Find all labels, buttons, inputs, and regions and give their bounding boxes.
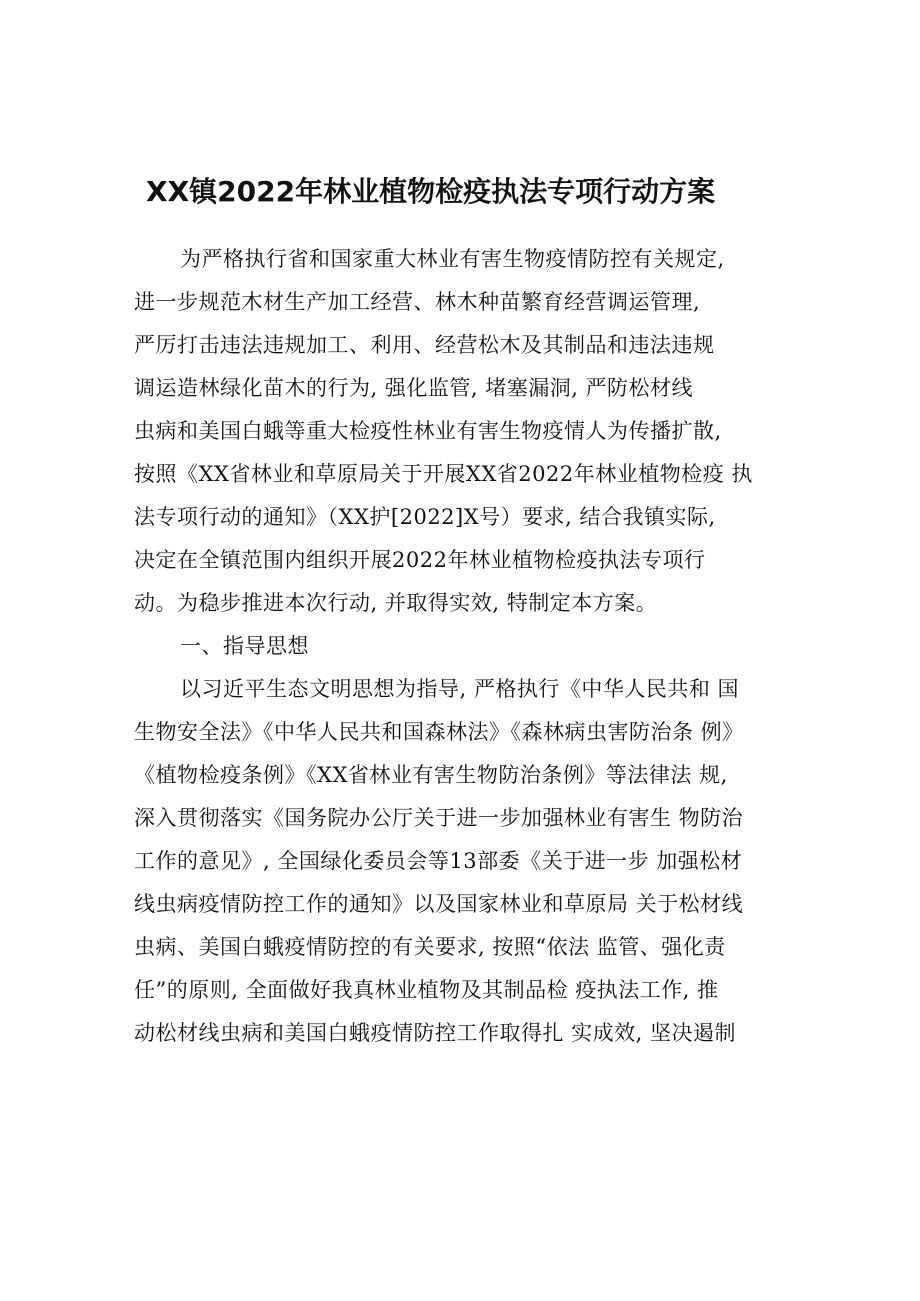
paragraph-line: 生物安全法》《中华人民共和国森林法》《森林病虫害防治条 例》 [134,720,744,744]
paragraph-line: 深入贯彻落实《国务院办公厅关于进一步加强林业有害生 物防治 [134,806,744,830]
paragraph-line: 法专项行动的通知》（XX护[2022]X号）要求, 结合我镇实际, [134,505,716,529]
paragraph-line: 线虫病疫情防控工作的通知》以及国家林业和草原局 关于松材线 [134,892,744,916]
paragraph-line: 进一步规范木材生产加工经营、林木种苗繁育经营调运管理, [134,290,701,314]
paragraph-line: 任”的原则, 全面做好我真林业植物及其制品检 疫执法工作, 推 [134,978,719,1002]
document-title: XX镇2022年林业植物检疫执法专项行动方案 [146,175,716,208]
paragraph-line: 为严格执行省和国家重大林业有害生物疫情防控有关规定, [180,247,725,271]
section-heading: 一、指导思想 [180,634,309,658]
paragraph-line: 《植物检疫条例》《XX省林业有害生物防治条例》等法律法 规, [134,763,728,787]
paragraph-line: 工作的意见》, 全国绿化委员会等13部委《关于进一步 加强松材 [134,849,743,873]
paragraph-line: 动松材线虫病和美国白蛾疫情防控工作取得扎 实成效, 坚决遏制 [134,1021,737,1045]
paragraph-line: 决定在全镇范围内组织开展2022年林业植物检疫执法专项行 [134,548,706,572]
paragraph-line: 调运造林绿化苗木的行为, 强化监管, 堵塞漏洞, 严防松材线 [134,376,694,400]
paragraph-line: 严厉打击违法违规加工、利用、经营松木及其制品和违法违规 [134,333,715,357]
paragraph-line: 虫病、美国白蛾疫情防控的有关要求, 按照“依法 监管、强化责 [134,935,726,959]
paragraph-line: 虫病和美国白蛾等重大检疫性林业有害生物疫情人为传播扩散, [134,419,722,443]
paragraph-line: 动。为稳步推进本次行动, 并取得实效, 特制定本方案。 [134,591,658,615]
paragraph-line: 以习近平生态文明思想为指导, 严格执行《中华人民共和 国 [180,677,740,701]
paragraph-line: 按照《XX省林业和草原局关于开展XX省2022年林业植物检疫 执 [134,462,753,486]
